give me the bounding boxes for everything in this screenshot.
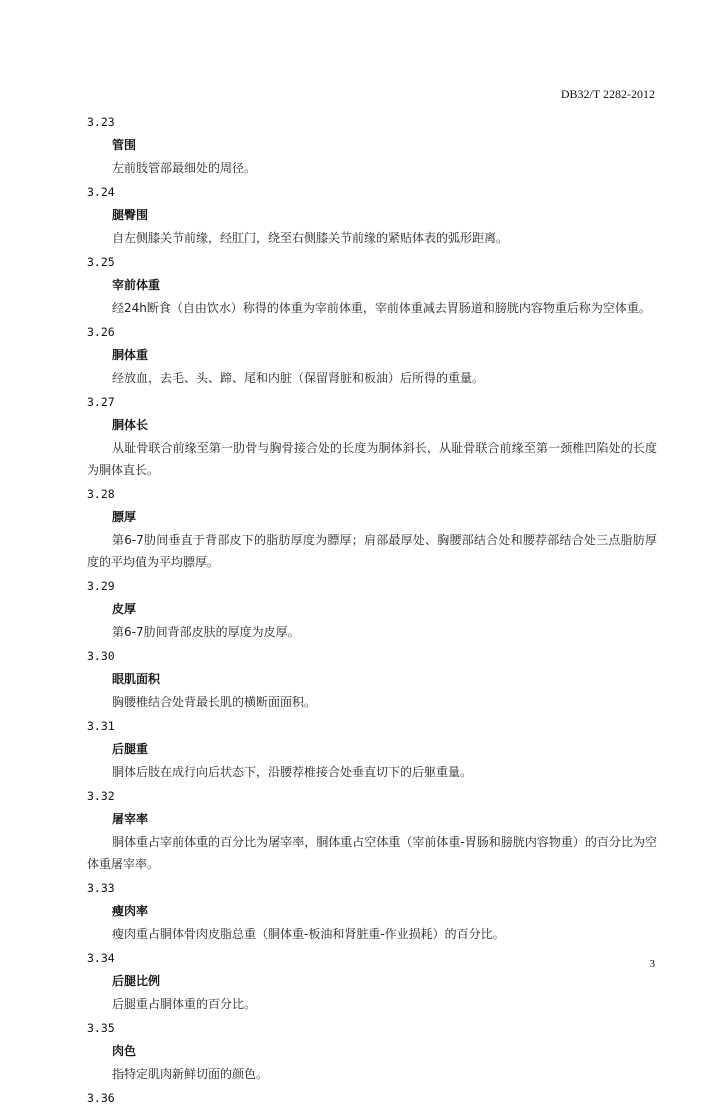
page-number: 3 [649,958,655,970]
term-3-25 [87,251,657,319]
term-number: 3.35 [87,1021,115,1035]
term-definition: 胴体后肢在成行向后状态下，沿腰荐椎接合处垂直切下的后躯重量。 [112,765,473,779]
term-definition: 瘦肉重占胴体骨肉皮脂总重（胴体重-板油和肾脏重-作业损耗）的百分比。 [112,927,505,941]
term-3-27 [87,391,657,481]
term-3-33 [87,877,657,945]
term-definition: 经24h断食（自由饮水）称得的体重为宰前体重，宰前体重减去胃肠道和膀胱内容物重后称为空体重。 [112,301,651,315]
term-name: 屠宰率 [112,812,149,826]
term-number: 3.28 [87,487,115,501]
term-number: 3.29 [87,579,115,593]
term-number: 3.25 [87,255,115,269]
term-definition: 从耻骨联合前缘至第一肋骨与胸骨接合处的长度为胴体斜长，从耻骨联合前缘至第一颈椎凹陷处的长度为胴体直长。 [87,441,657,477]
term-name: 眼肌面积 [112,672,161,686]
term-number: 3.31 [87,719,115,733]
term-3-31 [87,715,657,783]
term-definition: 第6-7肋间背部皮肤的厚度为皮厚。 [112,625,300,639]
term-number: 3.36 [87,1091,115,1105]
term-name: 膘厚 [112,510,137,524]
term-name: 管围 [112,138,137,152]
term-number: 3.32 [87,789,115,803]
term-definition: 指特定肌肉新鲜切面的颜色。 [112,1067,269,1081]
term-3-30 [87,645,657,713]
term-number: 3.26 [87,325,115,339]
term-name: 瘦肉率 [112,904,149,918]
term-number: 3.23 [87,115,115,129]
term-definition: 第6-7肋间垂直于背部皮下的脂肪厚度为膘厚；肩部最厚处、胸腰部结合处和腰荐部结合处三点脂肪厚度的平均值为平均膘厚。 [87,533,657,569]
term-3-32 [87,785,657,875]
term-name: 胴体长 [112,418,149,432]
term-definition: 经放血，去毛、头、蹄、尾和内脏（保留肾脏和板油）后所得的重量。 [112,371,485,385]
document-code: DB32/T 2282-2012 [560,87,655,101]
term-number: 3.30 [87,649,115,663]
term-number: 3.34 [87,951,115,965]
term-3-26 [87,321,657,389]
term-definition: 后腿重占胴体重的百分比。 [112,997,257,1011]
terms-list [87,111,657,1109]
term-3-23 [87,111,657,179]
term-name: 后腿比例 [112,974,161,988]
term-name: 腿臀围 [112,208,149,222]
term-name: 肉色 [112,1044,137,1058]
term-3-29 [87,575,657,643]
term-number: 3.24 [87,185,115,199]
term-3-35 [87,1017,657,1085]
term-definition: 胸腰椎结合处背最长肌的横断面面积。 [112,695,317,709]
term-number: 3.33 [87,881,115,895]
term-number: 3.27 [87,395,115,409]
term-definition: 左前肢管部最细处的周径。 [112,161,257,175]
term-3-24 [87,181,657,249]
term-name: 胴体重 [112,348,149,362]
term-definition: 自左侧膝关节前缘，经肛门，绕至右侧膝关节前缘的紧贴体表的弧形距离。 [112,231,509,245]
term-name: 皮厚 [112,602,137,616]
term-3-28 [87,483,657,573]
term-name: 后腿重 [112,742,149,756]
term-3-36 [87,1087,657,1109]
term-3-34 [87,947,657,1015]
term-name: 宰前体重 [112,278,161,292]
term-definition: 胴体重占宰前体重的百分比为屠宰率，胴体重占空体重（宰前体重-胃肠和膀胱内容物重）的百分比为空体重屠宰率。 [87,835,657,871]
